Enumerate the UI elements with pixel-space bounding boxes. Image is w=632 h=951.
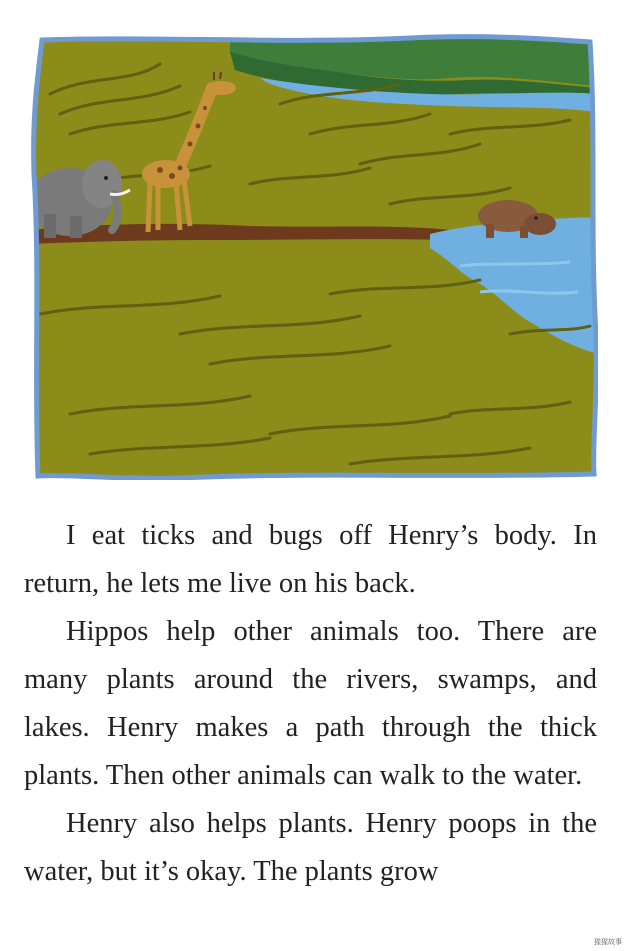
- story-paragraph-1: I eat ticks and bugs off Henry’s body. In return, he lets me live on his back.: [24, 520, 597, 599]
- story-paragraph-2: Hippos help other animals too. There are many plants around the rivers, swamps, and lakes. Henry makes a path through the thick plants. Then other animals can walk to the water.: [24, 616, 597, 791]
- watermark: 猩猩故事: [594, 938, 622, 946]
- story-text: [24, 512, 597, 896]
- story-illustration: [30, 34, 598, 480]
- story-paragraph-3: Henry also helps plants. Henry poops in the water, but it’s okay. The plants grow: [24, 808, 597, 887]
- savanna-scene: [30, 34, 598, 480]
